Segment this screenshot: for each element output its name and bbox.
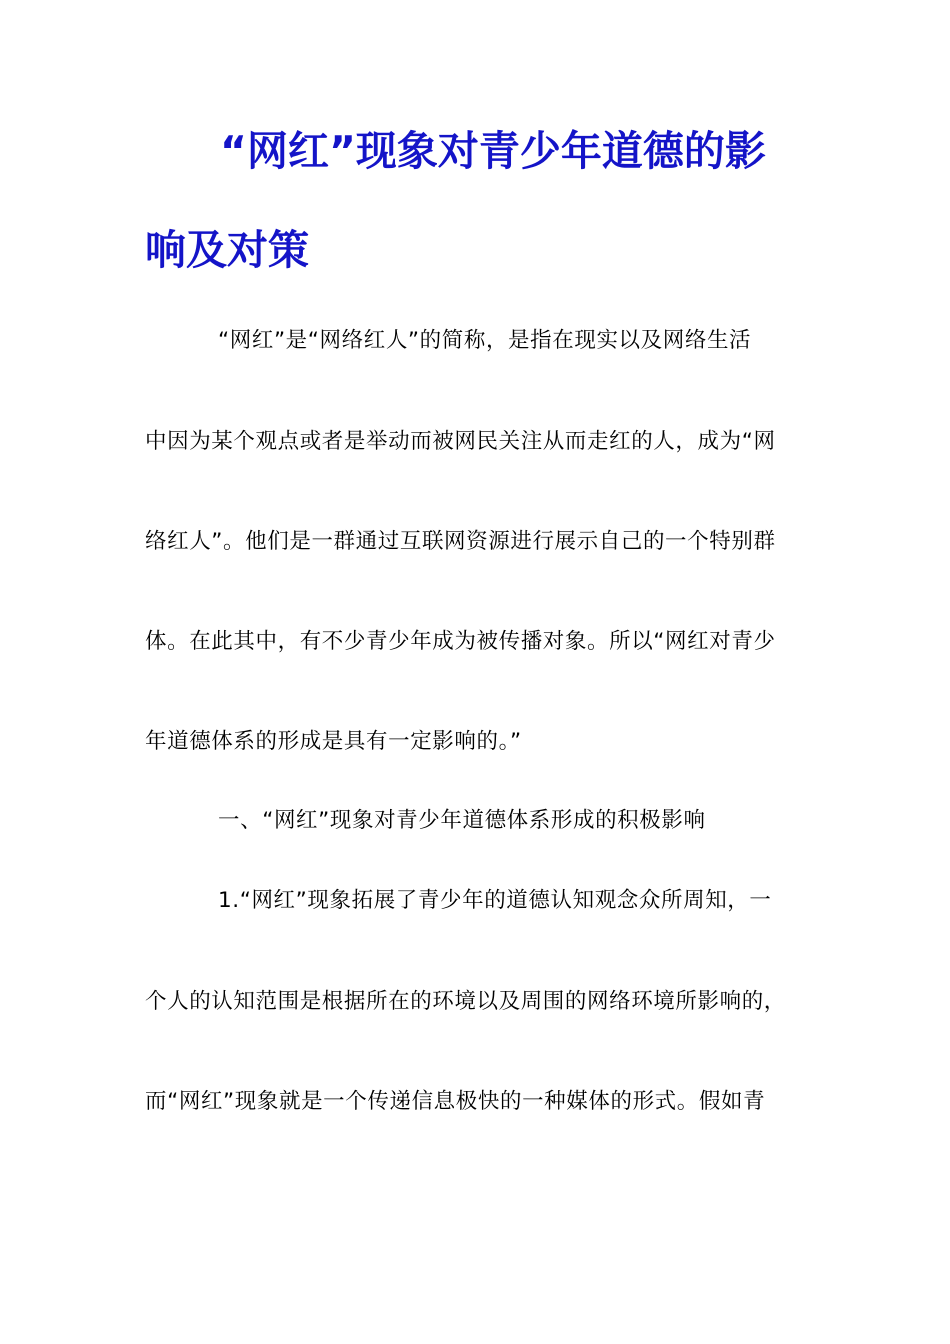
section-heading: 一、“网红”现象对青少年道德体系形成的积极影响 bbox=[218, 808, 706, 833]
paragraph-1-line-2: 中因为某个观点或者是举动而被网民关注从而走红的人，成为“网 bbox=[145, 429, 776, 454]
paragraph-1-line-1: “网红”是“网络红人”的简称，是指在现实以及网络生活 bbox=[218, 328, 752, 353]
paragraph-1-line-5: 年道德体系的形成是具有一定影响的。” bbox=[145, 729, 522, 754]
paragraph-1-line-3: 络红人”。他们是一群通过互联网资源进行展示自己的一个特别群 bbox=[145, 529, 776, 554]
paragraph-2-line-2: 个人的认知范围是根据所在的环境以及周围的网络环境所影响的， bbox=[145, 989, 786, 1014]
document-title-line-2: 响及对策 bbox=[145, 226, 309, 274]
paragraph-1-line-4: 体。在此其中，有不少青少年成为被传播对象。所以“网红对青少 bbox=[145, 629, 776, 654]
paragraph-2-line-1: 1.“网红”现象拓展了青少年的道德认知观念众所周知，一 bbox=[218, 888, 772, 913]
paragraph-2-line-3: 而“网红”现象就是一个传递信息极快的一种媒体的形式。假如青 bbox=[145, 1089, 766, 1114]
document-title-line-1: “网红”现象对青少年道德的影 bbox=[220, 127, 766, 175]
